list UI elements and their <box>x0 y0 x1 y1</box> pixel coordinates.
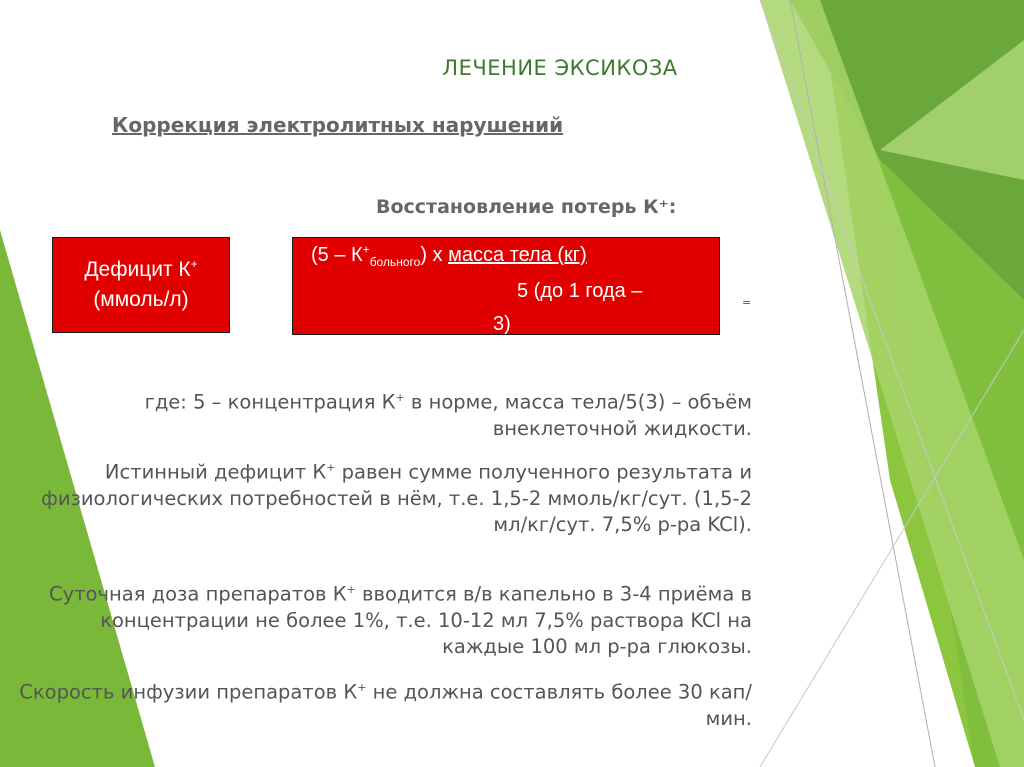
equals-sign: = <box>742 296 752 309</box>
formula-numerator: масса тела (кг) <box>448 244 587 266</box>
formula-denominator-cont: 3) <box>493 313 511 335</box>
formula-denominator: 5 (до 1 года – <box>517 280 643 302</box>
subtitle: Коррекция электролитных нарушений <box>112 113 564 137</box>
formula-numerator-line: $(5 - К^+_{больного})$ х масса тела (кг) <box>311 242 587 269</box>
paragraph-infusion-rate: Скорость инфузии препаратов К+ не должна составлять более 30 кап/мин. <box>19 680 752 730</box>
deficit-box <box>52 237 230 333</box>
deficit-unit: (ммоль/л) <box>93 288 189 311</box>
section-heading: Восстановление потерь К⁺: <box>376 196 677 218</box>
slide-title: ЛЕЧЕНИЕ ЭКСИКОЗА <box>442 56 678 80</box>
deficit-label: Дефицит К+ <box>84 256 198 281</box>
paragraph-true-deficit: Истинный дефицит К+ равен сумме полученного результата и физиологических потребностей в нём, т.е. 1,5-2 ммоль/кг/сут. (1,5-2 мл/кг/сут. 7,5% р-ра KCl). <box>41 460 752 536</box>
formula-box <box>292 237 720 335</box>
paragraph-where: где: 5 – концентрация К+ в норме, масса тела/5(3) – объём внеклеточной жидкости. <box>144 390 752 440</box>
paragraph-daily-dose: Суточная доза препаратов К+ вводится в/в капельно в 3-4 приёма в концентрации не более 1%, т.е. 10-12 мл 7,5% раствора KCl на каждые 100 мл р-ра глюкозы. <box>49 582 752 658</box>
